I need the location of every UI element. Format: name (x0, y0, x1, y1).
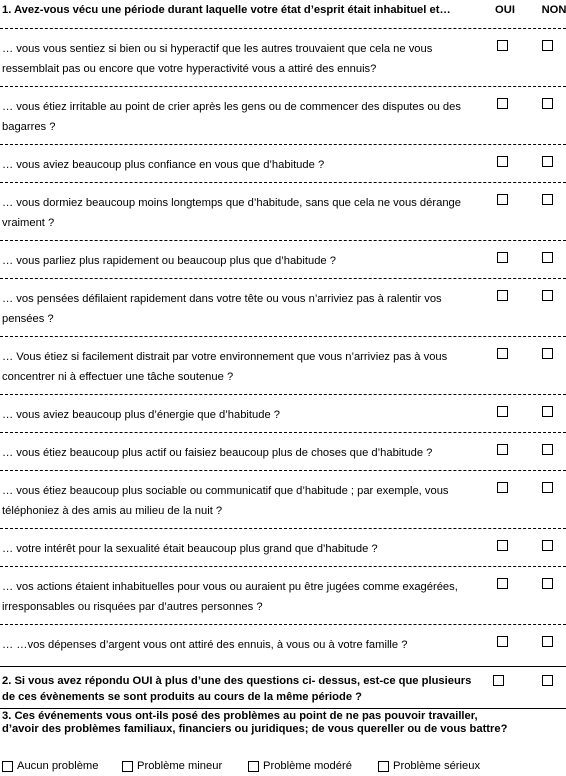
yes-checkbox[interactable] (497, 348, 508, 359)
question-item-text: … vous étiez beaucoup plus actif ou faisiez beaucoup plus de choses que d’habitude ? (2, 447, 433, 459)
question-2-text: 2. Si vous avez répondu OUI à plus d’une des questions ci- dessus, est-ce que plusieurs de ces évènements se sont produits au cours de la même période ? (2, 675, 472, 703)
yes-column-header: OUI (495, 4, 515, 16)
yes-checkbox[interactable] (497, 636, 508, 647)
question-item-text: … vos actions étaient inhabituelles pour vous ou auraient pu être jugées comme exagérées, irresponsables ou risquées par d’autres personnes ? (2, 581, 458, 613)
question-item-text: … vous étiez beaucoup plus sociable ou communicatif que d’habitude ; par exemple, vous téléphoniez à des amis au milieu de la nuit ? (2, 485, 449, 517)
question-item-row (0, 86, 566, 145)
option-serious-checkbox[interactable] (378, 761, 389, 772)
yes-checkbox[interactable] (497, 194, 508, 205)
question-item-row (0, 394, 566, 433)
option-minor-checkbox[interactable] (122, 761, 133, 772)
option-none-checkbox[interactable] (2, 761, 13, 772)
no-checkbox[interactable] (542, 252, 553, 263)
question-item-text: … vous aviez beaucoup plus d’énergie que d’habitude ? (2, 409, 281, 421)
yes-checkbox[interactable] (497, 540, 508, 551)
question-item-row (0, 336, 566, 395)
question-item-row (0, 432, 566, 471)
question-item-text: … votre intérêt pour la sexualité était beaucoup plus grand que d’habitude ? (2, 543, 378, 555)
no-checkbox[interactable] (542, 348, 553, 359)
option-moderate-checkbox[interactable] (248, 761, 259, 772)
yes-checkbox[interactable] (497, 156, 508, 167)
question-item-text: … vos pensées défilaient rapidement dans votre tête ou vous n’arriviez pas à ralentir vos pensées ? (2, 293, 442, 325)
question-2 (0, 666, 566, 709)
no-checkbox[interactable] (542, 578, 553, 589)
yes-checkbox[interactable] (497, 578, 508, 589)
option-none-label: Aucun problème (17, 760, 99, 772)
question-item-row (0, 278, 566, 337)
option-moderate-label: Problème modéré (263, 760, 352, 772)
question-item-row (0, 28, 566, 87)
question-item-row (0, 240, 566, 279)
question-item-text: … vous aviez beaucoup plus confiance en vous que d’habitude ? (2, 159, 325, 171)
question-item-text: … vous dormiez beaucoup moins longtemps que d’habitude, sans que cela ne vous dérange vraiment ? (2, 197, 461, 229)
no-checkbox[interactable] (542, 40, 553, 51)
question-item-row (0, 182, 566, 241)
yes-checkbox[interactable] (497, 444, 508, 455)
no-checkbox[interactable] (542, 482, 553, 493)
no-column-header: NON (541, 4, 566, 16)
question-item-text: … Vous étiez si facilement distrait par votre environnement que vous n’arriviez pas à vous concentrer ni à effectuer une tâche soutenue ? (2, 351, 448, 383)
yes-checkbox[interactable] (497, 482, 508, 493)
yes-checkbox[interactable] (497, 406, 508, 417)
no-checkbox[interactable] (542, 98, 553, 109)
no-checkbox[interactable] (542, 290, 553, 301)
question-1-title: 1. Avez-vous vécu une période durant laquelle votre état d’esprit était inhabituel et… (2, 4, 451, 16)
option-serious-label: Problème sérieux (393, 760, 481, 772)
question-item-text: … vous parliez plus rapidement ou beaucoup plus que d’habitude ? (2, 255, 336, 267)
no-checkbox[interactable] (542, 156, 553, 167)
no-checkbox[interactable] (542, 444, 553, 455)
question-item-row (0, 470, 566, 529)
option-none[interactable] (2, 760, 98, 772)
yes-checkbox[interactable] (497, 40, 508, 51)
option-minor-label: Problème mineur (137, 760, 223, 772)
question-item-text: … …vos dépenses d’argent vous ont attiré des ennuis, à vous ou à votre famille ? (2, 639, 408, 651)
question-2-no-checkbox[interactable] (542, 675, 553, 686)
option-minor[interactable] (122, 760, 222, 772)
question-item-row (0, 624, 566, 667)
question-item-text: … vous vous sentiez si bien ou si hyperactif que les autres trouvaient que cela ne vous ressemblait pas ou encore que votre hyperactivité vous a attiré des ennuis? (2, 43, 433, 75)
yes-checkbox[interactable] (497, 98, 508, 109)
question-3-text: 3. Ces événements vous ont-ils posé des problèmes au point de ne pas pouvoir travailler, d’avoir des problèmes familiaux, financiers ou juridiques; de vous quereller ou de vous battre? (2, 710, 508, 736)
option-serious[interactable] (378, 760, 480, 772)
question-item-row (0, 144, 566, 183)
option-moderate[interactable] (248, 760, 352, 772)
yes-checkbox[interactable] (497, 252, 508, 263)
yes-checkbox[interactable] (497, 290, 508, 301)
no-checkbox[interactable] (542, 406, 553, 417)
question-item-row (0, 566, 566, 625)
no-checkbox[interactable] (542, 636, 553, 647)
question-2-yes-checkbox[interactable] (493, 675, 504, 686)
question-item-text: … vous étiez irritable au point de crier après les gens ou de commencer des disputes ou des bagarres ? (2, 101, 461, 133)
question-item-row (0, 528, 566, 567)
question-1-header (0, 0, 566, 22)
no-checkbox[interactable] (542, 194, 553, 205)
question-3-options (0, 760, 566, 776)
no-checkbox[interactable] (542, 540, 553, 551)
